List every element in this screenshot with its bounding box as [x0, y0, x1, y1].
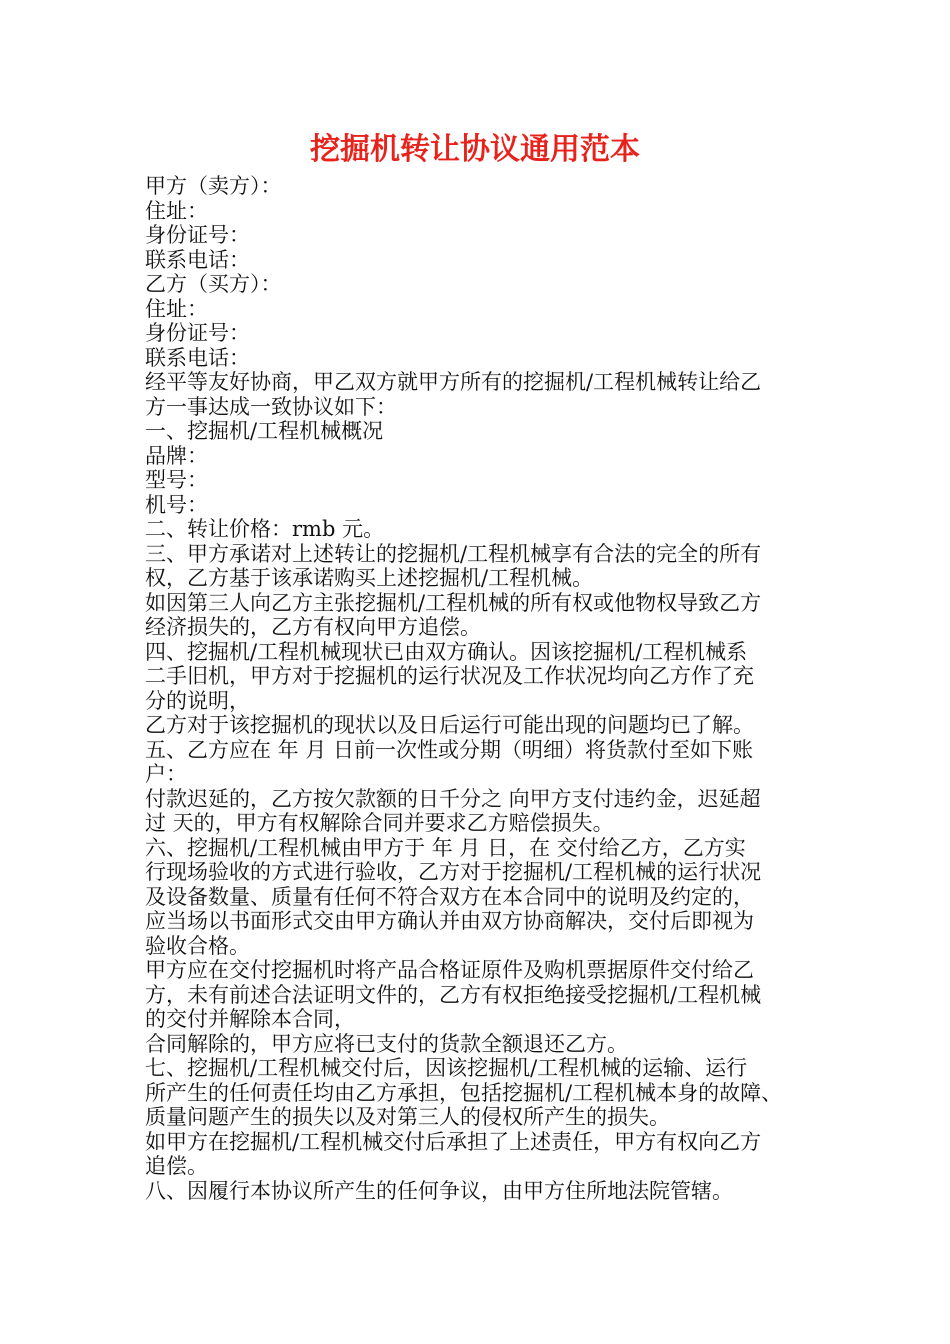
- document-line: 应当场以书面形式交由甲方确认并由双方协商解决，交付后即视为: [145, 909, 754, 933]
- document-line: 联系电话：: [145, 345, 250, 370]
- document-line: 六、挖掘机/工程机械由甲方于 年 月 日，在 交付给乙方，乙方实: [145, 835, 746, 860]
- document-line: 三、甲方承诺对上述转让的挖掘机/工程机械享有合法的完全的所有: [145, 541, 762, 566]
- document-line: 经平等友好协商，甲乙双方就甲方所有的挖掘机/工程机械转让给乙: [145, 370, 762, 394]
- document-line: 如甲方在挖掘机/工程机械交付后承担了上述责任，甲方有权向乙方: [145, 1129, 762, 1154]
- document-line: 八、因履行本协议所产生的任何争议，由甲方住所地法院管辖。: [145, 1178, 733, 1203]
- document-line: 四、挖掘机/工程机械现状已由双方确认。因该挖掘机/工程机械系: [145, 639, 748, 664]
- document-line: 身份证号：: [145, 223, 250, 247]
- document-line: 二手旧机，甲方对于挖掘机的运行状况及工作状况均向乙方作了充: [145, 664, 754, 688]
- document-line: 五、乙方应在 年 月 日前一次性或分期（明细）将货款付至如下账: [145, 737, 754, 762]
- document-line: 机号：: [145, 492, 208, 517]
- document-line: 品牌：: [145, 443, 208, 468]
- document-line: 方一事达成一致协议如下：: [145, 394, 397, 419]
- document-line: 质量问题产生的损失以及对第三人的侵权所产生的损失。: [145, 1105, 670, 1129]
- document-line: 一、挖掘机/工程机械概况: [145, 419, 384, 443]
- document-line: 联系电话：: [145, 247, 250, 272]
- document-line: 经济损失的，乙方有权向甲方追偿。: [145, 615, 481, 639]
- document-line: 住址：: [145, 296, 208, 321]
- document-line: 所产生的任何责任均由乙方承担，包括挖掘机/工程机械本身的故障、: [145, 1080, 783, 1105]
- document-title: 挖掘机转让协议通用范本: [310, 132, 640, 167]
- document-body: [145, 174, 825, 1203]
- document-line: 方，未有前述合法证明文件的，乙方有权拒绝接受挖掘机/工程机械: [145, 982, 762, 1007]
- document-line: 付款迟延的，乙方按欠款额的日千分之 向甲方支付违约金，迟延超: [145, 786, 761, 811]
- document-line: 的交付并解除本合同，: [145, 1007, 355, 1031]
- document-line: 甲方（卖方）：: [145, 174, 282, 198]
- document-line: 合同解除的，甲方应将已支付的货款全额退还乙方。: [145, 1031, 628, 1056]
- document-line: 过 天的，甲方有权解除合同并要求乙方赔偿损失。: [145, 811, 614, 835]
- document-line: 及设备数量、质量有任何不符合双方在本合同中的说明及约定的，: [145, 884, 754, 909]
- document-line: 甲方应在交付挖掘机时将产品合格证原件及购机票据原件交付给乙: [145, 958, 754, 982]
- document-line: 二、转让价格：rmb 元。: [145, 517, 385, 541]
- document-line: 乙方（买方）：: [145, 272, 282, 296]
- document-line: 住址：: [145, 198, 208, 223]
- document-line: 追偿。: [145, 1154, 208, 1178]
- document-line: 身份证号：: [145, 321, 250, 345]
- document-line: 型号：: [145, 468, 208, 492]
- document-line: 行现场验收的方式进行验收，乙方对于挖掘机/工程机械的运行状况: [145, 860, 762, 884]
- document-line: 验收合格。: [145, 933, 250, 958]
- document-line: 如因第三人向乙方主张挖掘机/工程机械的所有权或他物权导致乙方: [145, 590, 762, 615]
- document-line: 七、挖掘机/工程机械交付后，因该挖掘机/工程机械的运输、运行: [145, 1056, 748, 1080]
- document-line: 户：: [145, 762, 187, 786]
- document-line: 分的说明，: [145, 688, 250, 713]
- document-line: 权，乙方基于该承诺购买上述挖掘机/工程机械。: [145, 566, 594, 590]
- document-line: 乙方对于该挖掘机的现状以及日后运行可能出现的问题均已了解。: [145, 713, 754, 737]
